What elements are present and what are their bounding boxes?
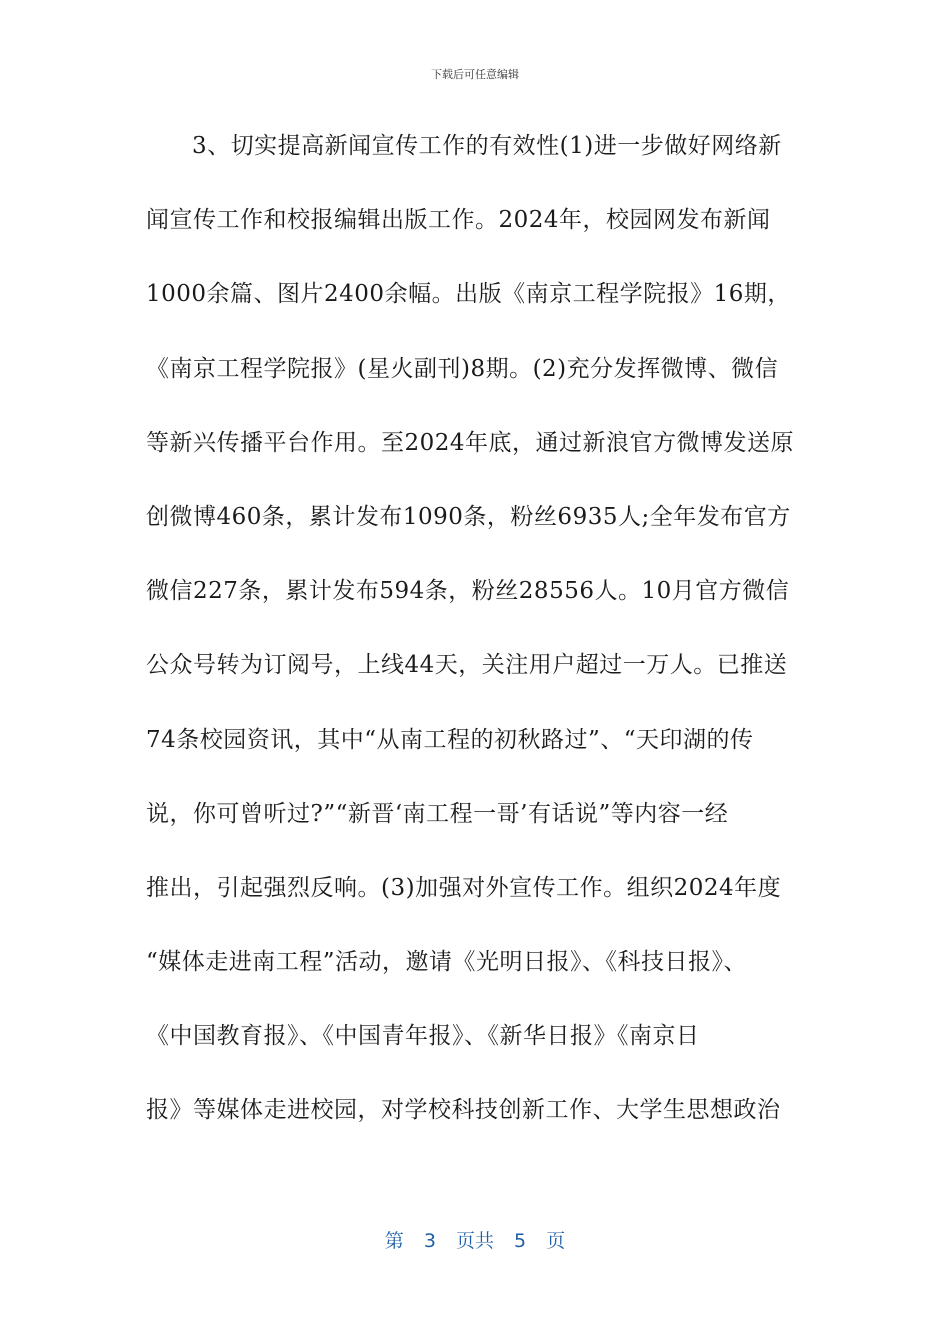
text-line: 《南京工程学院报》(星火副刊)8期。(2)充分发挥微博、微信 [146, 355, 779, 382]
text-line: 3、切实提高新闻宣传工作的有效性(1)进一步做好网络新 [192, 133, 782, 159]
page-total: 5 [514, 1230, 527, 1252]
text-line: 1000余篇、图片2400余幅。出版《南京工程学院报》16期， [146, 281, 791, 308]
text-line: 公众号转为订阅号，上线44天，关注用户超过一万人。已推送 [146, 652, 788, 679]
page-label-suffix: 页 [546, 1230, 566, 1252]
page-label-prefix: 第 [384, 1230, 404, 1252]
text-line: 创微博460条，累计发布1090条，粉丝6935人;全年发布官方 [146, 503, 791, 530]
text-line: 报》等媒体走进校园，对学校科技创新工作、大学生思想政治 [146, 1097, 781, 1124]
text-line: 推出，引起强烈反响。(3)加强对外宣传工作。组织2024年度 [146, 874, 782, 901]
text-line: 《中国教育报》、《中国青年报》、《新华日报》《南京日 [146, 1023, 700, 1050]
text-line: 说，你可曾听过?”“新晋‘南工程一哥’有话说”等内容一经 [146, 800, 729, 827]
text-line: 微信227条，累计发布594条，粉丝28556人。10月官方微信 [146, 578, 790, 605]
page-header-note: 下载后可任意编辑 [431, 68, 519, 81]
text-line: “媒体走进南工程”活动，邀请《光明日报》、《科技日报》、 [146, 949, 748, 976]
page-current: 3 [423, 1230, 436, 1252]
text-line: 闻宣传工作和校报编辑出版工作。2024年，校园网发布新闻 [146, 207, 771, 234]
document-body [146, 126, 806, 1165]
page-number-footer [0, 1226, 950, 1253]
text-line: 74条校园资讯，其中“从南工程的初秋路过”、“天印湖的传 [146, 726, 754, 753]
page-label-mid: 页共 [455, 1230, 494, 1252]
text-line: 等新兴传播平台作用。至2024年底，通过新浪官方微博发送原 [146, 429, 795, 456]
